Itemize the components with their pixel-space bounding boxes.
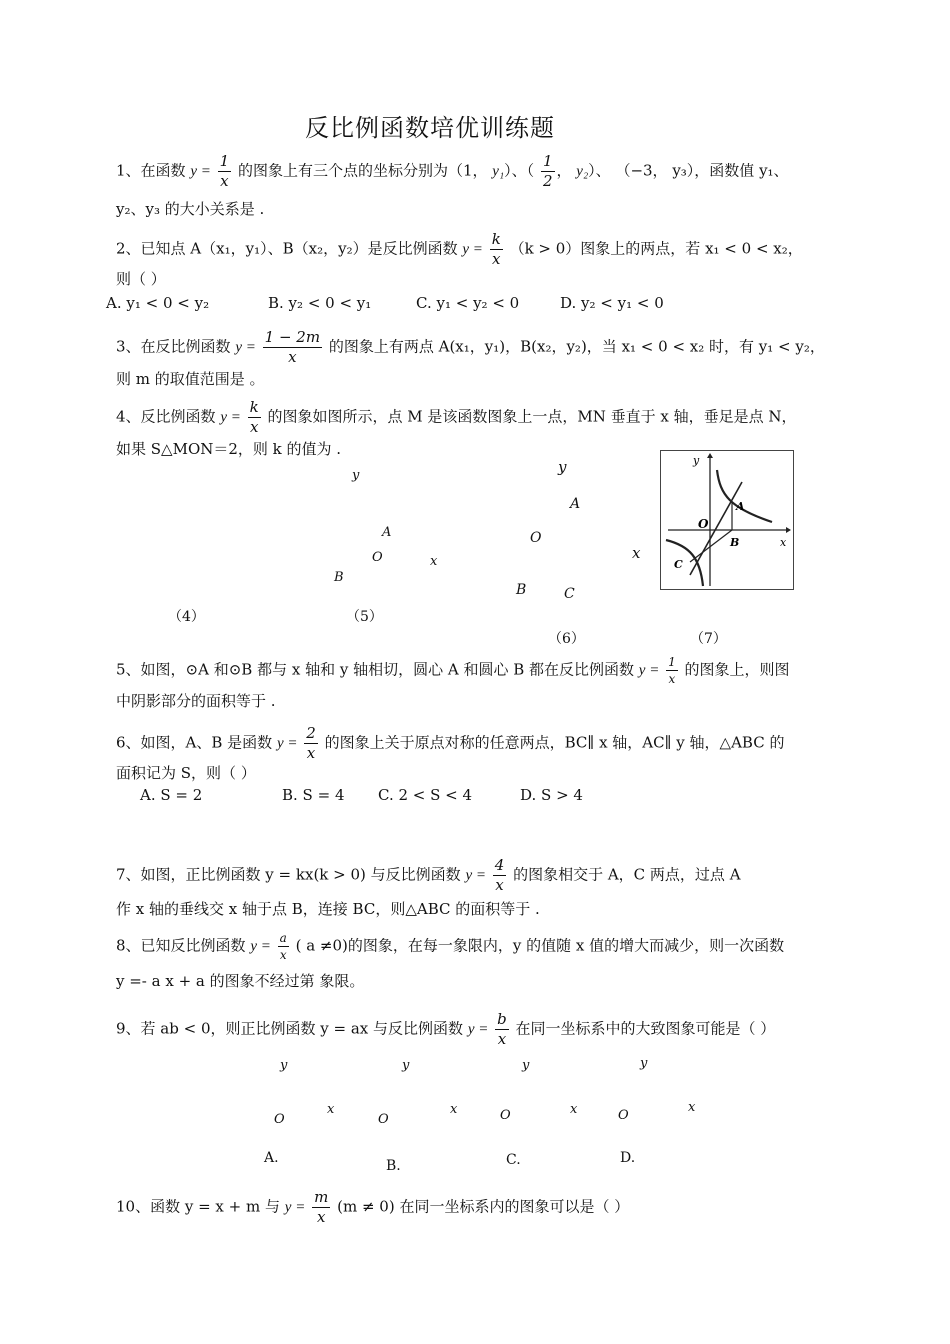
q2-eq: y = — [462, 241, 483, 258]
q9-eq: y = — [467, 1021, 489, 1038]
q7-frac-den: x — [495, 876, 504, 894]
fig7-hyperbola-q1 — [717, 470, 772, 522]
q1-frac-den: x — [220, 172, 229, 190]
question-2-line-1 — [116, 232, 803, 267]
question-10-line-1 — [116, 1190, 629, 1225]
q6-option-b: B. S = 4 — [282, 786, 345, 804]
q9-option-b-label: B. — [386, 1158, 401, 1174]
figure-caption-7: （7） — [690, 631, 727, 647]
figure-caption-6: （6） — [548, 631, 585, 647]
fig6-label-o: O — [530, 530, 542, 546]
q6-text-a: 6、如图，A、B 是函数 — [116, 733, 273, 752]
q9-text-b: 在同一坐标系中的大致图象可能是（ ） — [515, 1019, 776, 1038]
fig7-x-arrow — [786, 527, 791, 533]
q1-fraction — [218, 154, 232, 189]
q7-fraction — [493, 858, 507, 893]
q9-graph-d-label-y: y — [640, 1056, 648, 1071]
q2-frac-den: x — [492, 250, 501, 268]
q9-graph-a-label-y: y — [280, 1058, 288, 1073]
question-7-line-2: 作 x 轴的垂线交 x 轴于点 B，连接 BC，则△ABC 的面积等于 . — [116, 900, 540, 918]
question-6-line-2: 面积记为 S，则（ ） — [116, 764, 256, 782]
fig7-graph — [660, 450, 794, 590]
q7-eq: y = — [465, 867, 486, 884]
q9-graph-a-label-o: O — [274, 1112, 285, 1127]
q6-option-d: D. S > 4 — [520, 786, 583, 804]
q2-option-b: B. y₂ < 0 < y₁ — [268, 294, 372, 312]
q9-graph-c-label-y: y — [522, 1058, 530, 1073]
q4-fraction — [248, 400, 261, 435]
q4-eq: y = — [220, 409, 241, 426]
q1-p2-num: 1 — [542, 152, 553, 170]
q7-text-a: 7、如图，正比例函数 y = kx(k > 0) 与反比例函数 — [116, 865, 461, 884]
q4-frac-den: x — [249, 418, 259, 436]
q4-frac-num: k — [249, 398, 259, 416]
q2-fraction — [490, 232, 503, 267]
figure-caption-4: （4） — [168, 609, 205, 625]
fig7-segment-bc — [690, 530, 732, 562]
fig6-label-c: C — [564, 586, 575, 602]
q9-graph-b-label-x: x — [450, 1102, 458, 1117]
figure-caption-5: （5） — [346, 609, 383, 625]
question-5-line-1 — [116, 656, 790, 685]
q5-frac-num: 1 — [668, 655, 676, 669]
q1-point-2-fraction — [541, 154, 555, 189]
q9-text-a: 9、若 ab < 0，则正比例函数 y = ax 与反比例函数 — [116, 1019, 464, 1038]
fig6-label-y: y — [558, 458, 567, 476]
q1-frac-num: 1 — [219, 152, 230, 170]
q6-option-c: C. 2 < S < 4 — [378, 786, 473, 804]
q3-eq: y = — [235, 339, 256, 356]
q6-fraction — [304, 726, 318, 761]
q9-graph-d-label-x: x — [688, 1100, 696, 1115]
fig5-label-x: x — [430, 554, 438, 569]
question-6-line-1 — [116, 726, 784, 761]
question-1-line-2: y₂、y₃ 的大小关系是 . — [116, 200, 265, 218]
q10-eq: y = — [284, 1199, 306, 1216]
q4-text-a: 4、反比例函数 — [116, 407, 216, 426]
q6-option-a: A. S = 2 — [140, 786, 203, 804]
q6-text-b: 的图象上关于原点对称的任意两点，BC∥ x 轴，AC∥ y 轴，△ABC 的 — [324, 733, 785, 752]
q4-text-b: 的图象如图所示，点 M 是该函数图象上一点，MN 垂直于 x 轴，垂足是点 N， — [267, 407, 797, 426]
fig7-label-y: y — [693, 454, 700, 467]
q8-text-a: 8、已知反比例函数 — [116, 936, 246, 955]
q9-frac-den: x — [497, 1030, 507, 1048]
q3-text-a: 3、在反比例函数 — [116, 337, 231, 356]
question-9-line-1 — [116, 1012, 775, 1047]
question-4-line-1 — [116, 400, 797, 435]
question-1-line-1: 1、在函数 y = $\frac{1}{x}$ 的图象上有三个点的坐标分别为（1， y₁）、（ $\frac{1}{2}$ ， y₂）、 （−3， y₃），函数值 y₁、 — [116, 152, 789, 190]
q1-eq: y = — [190, 163, 211, 180]
question-5-line-2: 中阴影部分的面积等于 . — [116, 692, 276, 710]
q5-eq: y = — [638, 662, 660, 679]
q10-frac-den: x — [316, 1208, 326, 1226]
q3-fraction — [263, 330, 322, 365]
q9-fraction — [495, 1012, 509, 1047]
q9-graph-b-label-o: O — [378, 1112, 389, 1127]
q9-graph-c-label-x: x — [570, 1102, 578, 1117]
fig7-label-b: B — [730, 536, 740, 549]
q8-frac-num: a — [279, 931, 287, 945]
q6-eq: y = — [276, 735, 298, 752]
fig5-label-y: y — [352, 468, 360, 483]
q1-point-2: y₂ — [576, 163, 589, 180]
q8-fraction — [278, 932, 289, 961]
q9-graph-c-label-o: O — [500, 1108, 511, 1123]
q2-option-a: A. y₁ < 0 < y₂ — [106, 294, 210, 312]
q8-eq: y = — [250, 938, 271, 955]
question-2-line-2: 则（ ） — [116, 270, 166, 288]
q6-frac-den: x — [306, 744, 316, 762]
q10-frac-num: m — [314, 1188, 329, 1206]
q9-graph-b-label-y: y — [402, 1058, 410, 1073]
question-7-line-1 — [116, 858, 741, 893]
fig5-label-o: O — [372, 550, 383, 565]
q5-fraction — [666, 656, 678, 685]
q10-fraction — [312, 1190, 330, 1225]
q2-option-c: C. y₁ < y₂ < 0 — [416, 294, 520, 312]
q3-frac-den: x — [288, 348, 297, 366]
question-4-line-2: 如果 S△MON＝2，则 k 的值为 . — [116, 440, 342, 458]
q8-text-b: ( a ≠0)的图象，在每一象限内，y 的值随 x 值的增大而减少，则一次函数 — [295, 936, 785, 955]
q8-frac-den: x — [279, 948, 287, 962]
q3-frac-num: 1 − 2m — [264, 328, 321, 346]
q9-option-c-label: C. — [506, 1152, 521, 1168]
fig6-label-x: x — [632, 544, 641, 562]
q9-option-d-label: D. — [620, 1150, 636, 1166]
q10-text-a: 10、函数 y = x + m 与 — [116, 1197, 280, 1216]
q9-option-a-label: A. — [264, 1150, 279, 1166]
q1-point-3: （−3， y₃），函数值 y₁、 — [615, 161, 789, 180]
question-8-line-1 — [116, 932, 784, 961]
fig7-label-c: C — [674, 558, 683, 571]
q1-point-1: y₁ — [492, 163, 505, 180]
question-8-line-2: y =- a x + a 的图象不经过第 象限。 — [116, 972, 365, 990]
q7-text-b: 的图象相交于 A，C 两点，过点 A — [513, 865, 741, 884]
q1-text-b: 的图象上有三个点的坐标分别为（1， — [237, 161, 488, 180]
fig5-label-a: A — [382, 525, 392, 540]
fig5-label-b: B — [334, 570, 344, 585]
q10-text-b: (m ≠ 0) 在同一坐标系内的图象可以是（ ） — [337, 1197, 630, 1216]
q6-frac-num: 2 — [306, 724, 316, 742]
page-title: 反比例函数培优训练题 — [305, 114, 555, 142]
q5-text-b: 的图象上，则图 — [684, 660, 790, 679]
fig6-label-b: B — [516, 582, 527, 598]
question-3-line-2: 则 m 的取值范围是 。 — [116, 370, 265, 388]
question-3-line-1 — [116, 330, 825, 365]
q2-text-a: 2、已知点 A（x₁，y₁）、B（x₂，y₂）是反比例函数 — [116, 239, 458, 258]
q2-frac-num: k — [491, 230, 501, 248]
fig6-label-a: A — [570, 496, 581, 512]
fig7-y-arrow — [707, 453, 713, 458]
fig7-label-a: A — [736, 500, 745, 513]
q9-graph-d-label-o: O — [618, 1108, 629, 1123]
q2-option-d: D. y₂ < y₁ < 0 — [560, 294, 664, 312]
q7-frac-num: 4 — [494, 856, 505, 874]
q9-frac-num: b — [497, 1010, 507, 1028]
q9-graph-a-label-x: x — [327, 1102, 335, 1117]
q5-frac-den: x — [668, 672, 676, 686]
q1-text-a: 1、在函数 — [116, 161, 186, 180]
q5-text-a: 5、如图，⊙A 和⊙B 都与 x 轴和 y 轴相切，圆心 A 和圆心 B 都在反比例函数 — [116, 660, 635, 679]
q1-p2-den: 2 — [542, 172, 553, 190]
q2-text-b: （k > 0）图象上的两点，若 x₁ < 0 < x₂， — [509, 239, 803, 258]
fig7-label-o: O — [698, 517, 709, 531]
fig7-label-x: x — [780, 536, 787, 549]
q3-text-b: 的图象上有两点 A(x₁，y₁)，B(x₂，y₂)，当 x₁ < 0 < x₂ 时，有 y₁ < y₂， — [328, 337, 825, 356]
